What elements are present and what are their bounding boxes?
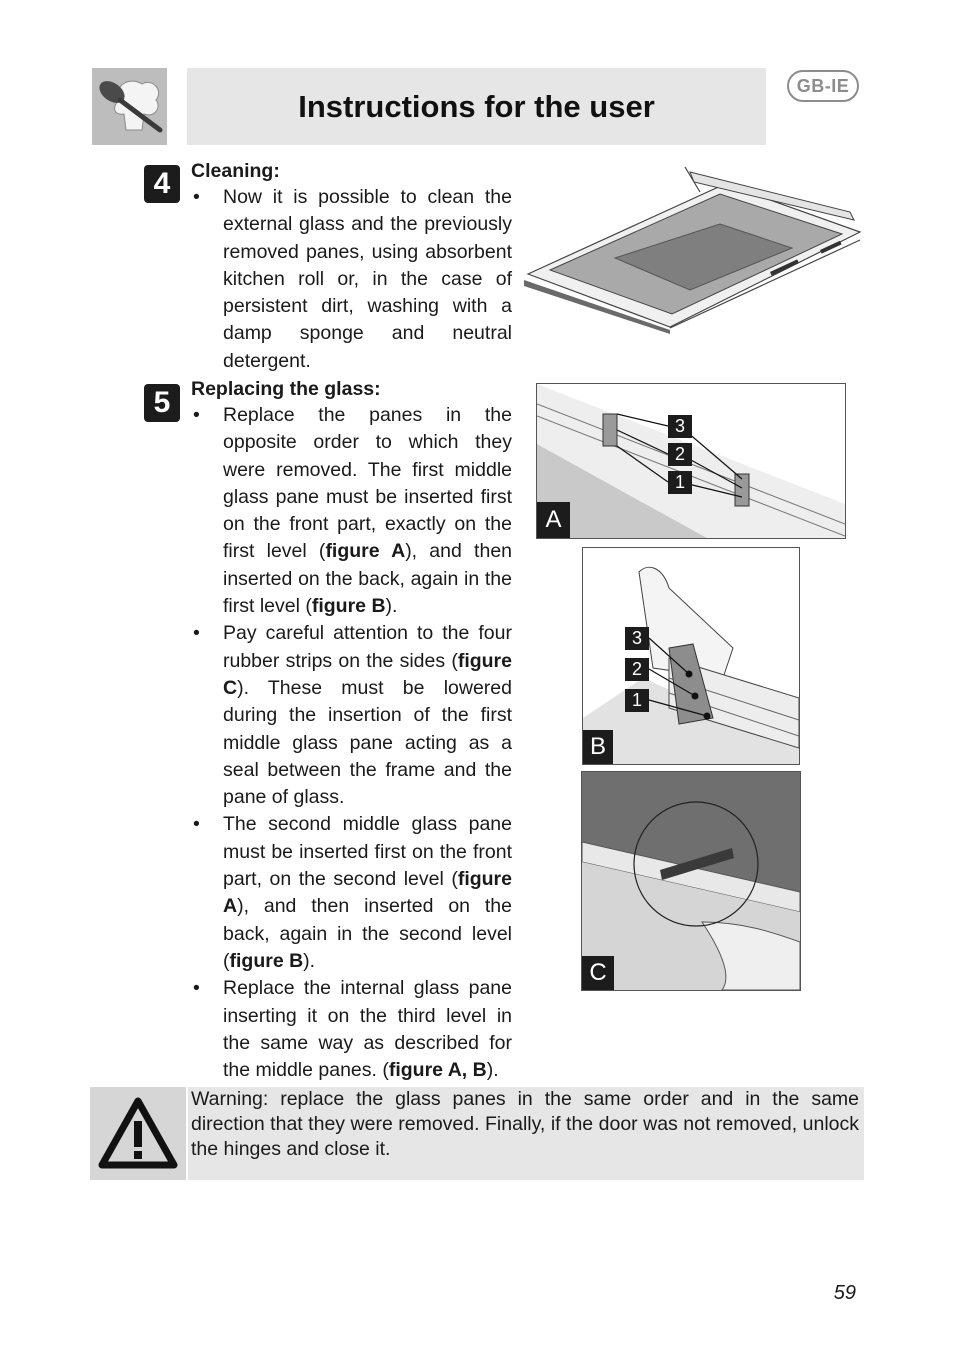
spoon-and-chef-hat-icon: [92, 68, 167, 145]
bullet-text: ), and then inserted on the back, again in the second level (: [223, 895, 512, 972]
language-badge: GB-IE: [787, 70, 859, 102]
figure-ref: figure A: [223, 868, 512, 918]
step-5-bullet: [191, 975, 512, 1084]
figure-b-label: B: [583, 730, 613, 764]
warning-icon-box: [90, 1087, 186, 1180]
step-5-bullet: [191, 402, 512, 620]
step-4-section: [191, 158, 512, 375]
level-3-label: 3: [668, 415, 692, 438]
figure-ref: figure C: [223, 649, 512, 699]
step-4-badge: 4: [144, 165, 180, 203]
warning-box: [188, 1087, 864, 1180]
step-4-bullet: • Now it is possible to clean the external glass and the previously removed panes, using absorbent kitchen roll or, in the case of persistent dirt, washing with a damp sponge and neutral detergent.: [191, 184, 512, 375]
figure-a: [536, 383, 846, 539]
figure-ref: figure B: [229, 949, 304, 972]
step-5-list: [191, 402, 512, 1084]
level-1-label: 1: [625, 689, 649, 712]
figure-ref: figure A, B: [388, 1059, 487, 1082]
bullet-text: ), and then inserted on the back, again in the first level (: [223, 540, 513, 618]
step-5-title: Replacing the glass:: [191, 378, 381, 400]
door-illustration: [520, 162, 864, 334]
step-4-list: [191, 184, 512, 375]
bullet-text: Replace the internal glass pane inserting it on the third level in the same way as described for the middle panes. (: [223, 977, 512, 1082]
brand-logo: [92, 68, 167, 145]
warning-text: Warning: replace the glass panes in the same order and in the same direction that they were removed. Finally, if the door was not removed, unlock the hinges and close it.: [191, 1088, 859, 1160]
level-2-label: 2: [668, 443, 692, 466]
figure-c-label: C: [582, 956, 614, 990]
step-5-section: [191, 376, 512, 1084]
level-1-label: 1: [668, 471, 692, 494]
bullet-text: ).: [486, 1059, 499, 1082]
warning-triangle-icon: [90, 1087, 186, 1180]
step-5-bullet: [191, 811, 512, 975]
level-3-label: 3: [625, 627, 649, 650]
figure-c: [581, 771, 801, 991]
step-5-badge: 5: [144, 384, 180, 422]
figure-ref: figure A: [325, 540, 406, 563]
bullet-text: ).: [303, 949, 316, 972]
step-4-title: Cleaning:: [191, 160, 280, 182]
level-2-label: 2: [625, 658, 649, 681]
page-header: [187, 68, 766, 145]
bullet-text: ).: [385, 595, 398, 618]
bullet-text: Replace the panes in the opposite order to which they were removed. The first middle glass pane must be inserted first on the front part, exactly on the first level (: [223, 404, 512, 563]
page-number: 59: [833, 1282, 856, 1304]
bullet-text: ). These must be lowered during the insertion of the first middle glass pane acting as a seal between the frame and the pane of glass.: [223, 676, 512, 809]
step-5-bullet: [191, 620, 512, 811]
bullet-text: The second middle glass pane must be inserted first on the front part, on the second level (: [223, 813, 512, 891]
page-title: Instructions for the user: [298, 88, 655, 124]
figure-b: [582, 547, 800, 765]
figure-ref: figure B: [311, 595, 386, 618]
bullet-text: Pay careful attention to the four rubber strips on the sides (: [223, 622, 512, 672]
figure-a-label: A: [537, 502, 570, 538]
